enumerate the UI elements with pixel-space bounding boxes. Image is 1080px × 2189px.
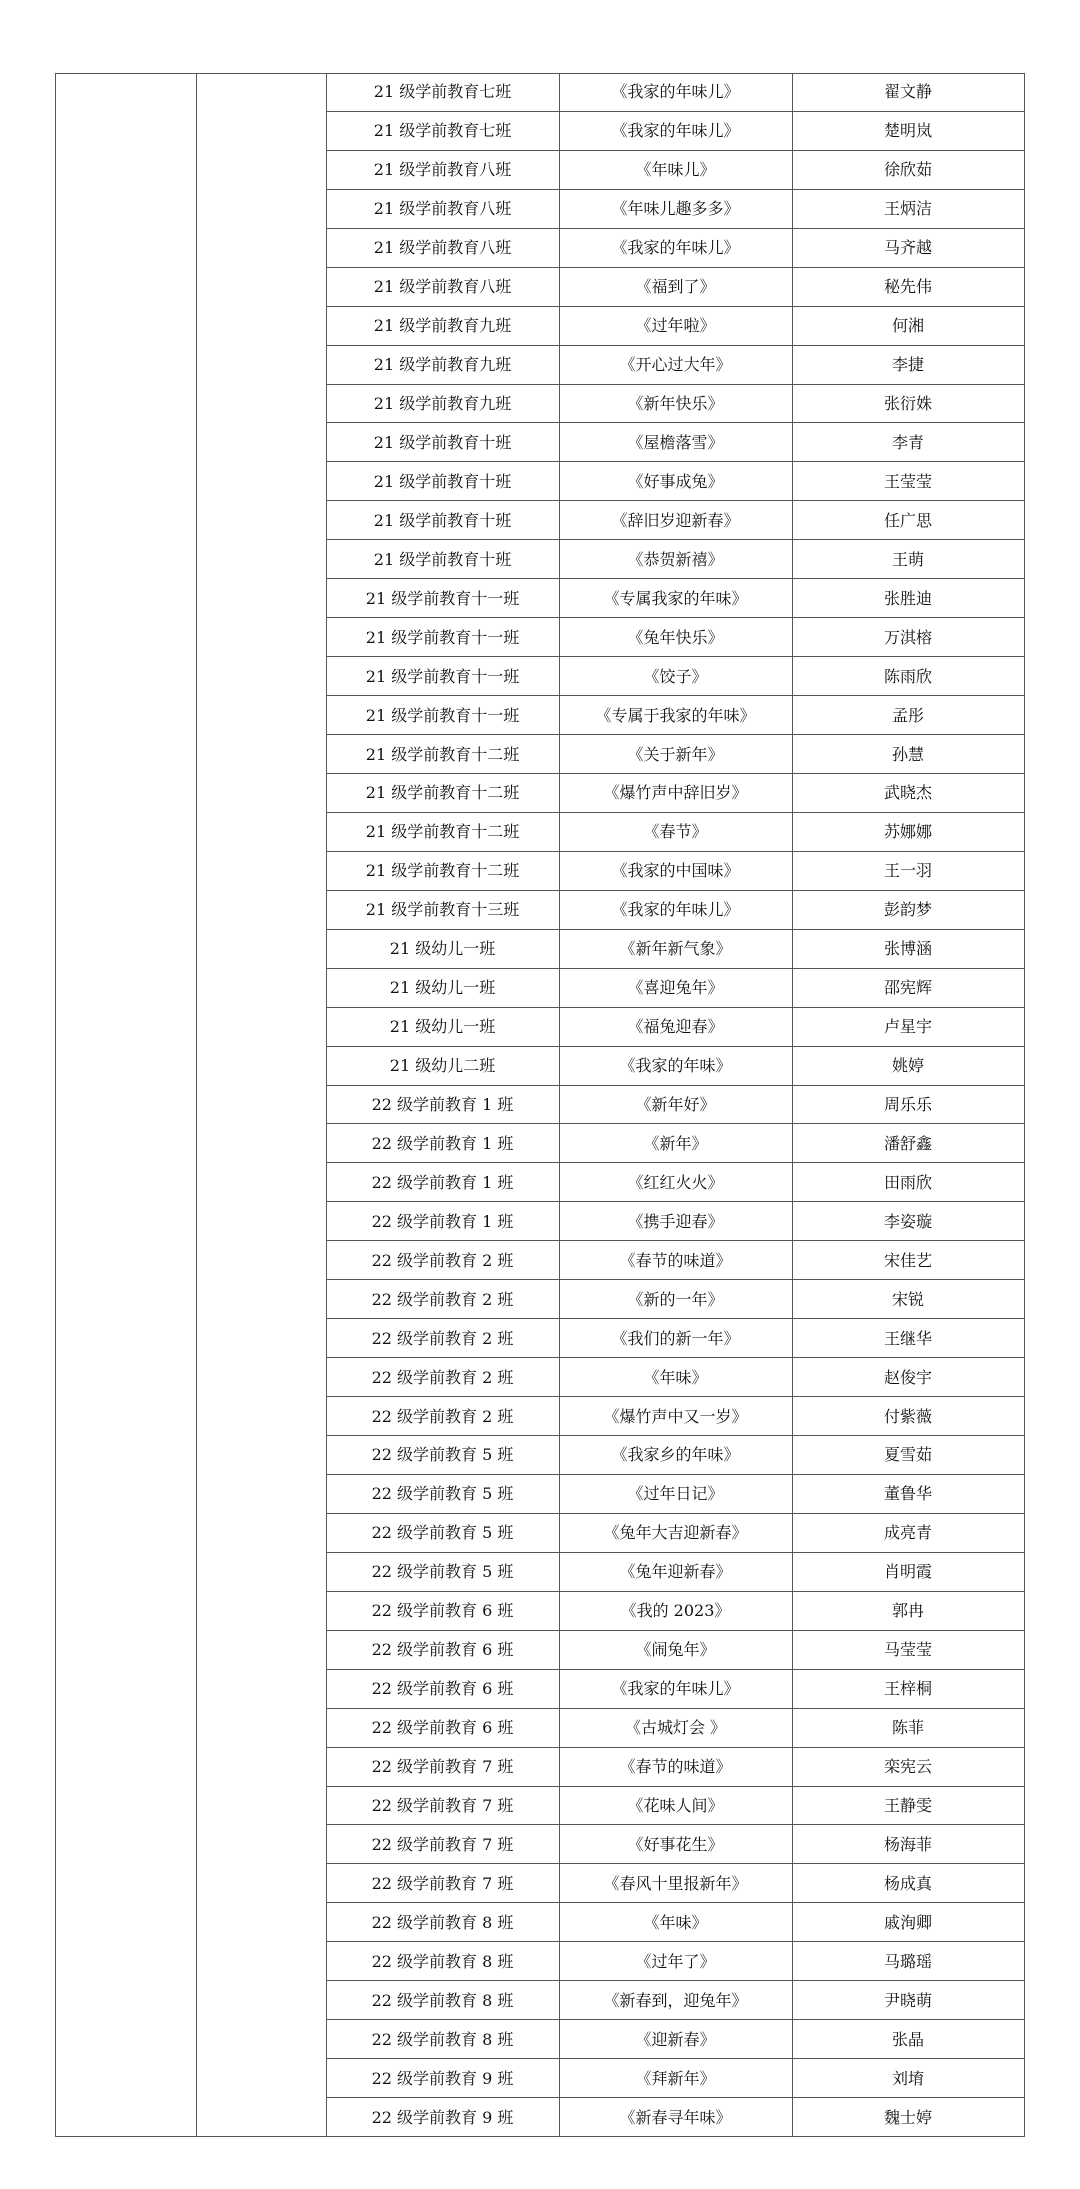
title-cell: 《年味儿》	[635, 160, 716, 180]
class-cell: 21 级学前教育九班	[373, 394, 512, 414]
name-cell: 杨海菲	[883, 1834, 932, 1854]
title-cell: 《春风十里报新年》	[603, 1873, 748, 1893]
name-cell: 张博涵	[883, 939, 932, 959]
title-cell: 《新的一年》	[627, 1289, 724, 1309]
name-cell: 夏雪茹	[883, 1445, 932, 1465]
title-cell: 《恭贺新禧》	[627, 549, 724, 569]
class-cell: 22 级学前教育 5 班	[371, 1445, 514, 1465]
class-cell: 21 级学前教育八班	[373, 238, 512, 258]
title-cell: 《红红火火》	[627, 1172, 724, 1192]
class-cell: 22 级学前教育 5 班	[371, 1484, 514, 1504]
name-cell: 陈雨欣	[883, 666, 932, 686]
title-cell: 《我们的新一年》	[611, 1328, 740, 1348]
name-cell: 徐欣茹	[883, 160, 932, 180]
title-cell: 《爆竹声中辞旧岁》	[603, 783, 748, 803]
class-cell: 22 级学前教育 8 班	[371, 1990, 514, 2010]
class-cell: 21 级学前教育十二班	[365, 822, 520, 842]
name-cell: 赵俊宇	[883, 1367, 932, 1387]
class-cell: 22 级学前教育 5 班	[371, 1523, 514, 1543]
column-divider-1	[196, 73, 197, 2137]
name-cell: 成亮青	[883, 1523, 932, 1543]
title-cell: 《我家的年味儿》	[611, 900, 740, 920]
name-cell: 孟彤	[891, 705, 924, 725]
name-cell: 彭韵梦	[883, 900, 932, 920]
title-cell: 《福到了》	[635, 277, 716, 297]
title-cell: 《专属我家的年味》	[603, 588, 748, 608]
title-cell: 《新春寻年味》	[619, 2107, 732, 2127]
name-cell: 万淇榕	[883, 627, 932, 647]
title-cell: 《我家的年味儿》	[611, 82, 740, 102]
name-cell: 李青	[891, 432, 924, 452]
title-cell: 《关于新年》	[627, 744, 724, 764]
title-cell: 《屋檐落雪》	[627, 432, 724, 452]
class-cell: 21 级学前教育十一班	[365, 666, 520, 686]
title-cell: 《兔年迎新春》	[619, 1562, 732, 1582]
title-cell: 《喜迎兔年》	[627, 978, 724, 998]
name-cell: 苏娜娜	[883, 822, 932, 842]
name-cell: 秘先伟	[883, 277, 932, 297]
name-cell: 宋佳艺	[883, 1250, 932, 1270]
class-cell: 21 级幼儿一班	[389, 939, 496, 959]
class-cell: 22 级学前教育 9 班	[371, 2107, 514, 2127]
title-cell: 《饺子》	[643, 666, 708, 686]
class-cell: 22 级学前教育 9 班	[371, 2068, 514, 2088]
class-cell: 22 级学前教育 6 班	[371, 1679, 514, 1699]
name-cell: 王梓桐	[883, 1679, 932, 1699]
class-cell: 21 级学前教育十班	[373, 471, 512, 491]
name-cell: 潘舒鑫	[883, 1133, 932, 1153]
class-cell: 22 级学前教育 1 班	[371, 1172, 514, 1192]
name-cell: 杨成真	[883, 1873, 932, 1893]
title-cell: 《开心过大年》	[619, 355, 732, 375]
name-cell: 李姿璇	[883, 1211, 932, 1231]
class-cell: 22 级学前教育 2 班	[371, 1367, 514, 1387]
name-cell: 邵宪辉	[883, 978, 932, 998]
title-cell: 《迎新春》	[635, 2029, 716, 2049]
name-cell: 肖明霞	[883, 1562, 932, 1582]
name-cell: 何湘	[891, 316, 924, 336]
title-cell: 《辞旧岁迎新春》	[611, 510, 740, 530]
name-cell: 孙慧	[891, 744, 924, 764]
title-cell: 《闹兔年》	[635, 1640, 716, 1660]
class-cell: 22 级学前教育 6 班	[371, 1601, 514, 1621]
title-cell: 《新年》	[643, 1133, 708, 1153]
class-cell: 22 级学前教育 7 班	[371, 1834, 514, 1854]
name-cell: 王一羽	[883, 861, 932, 881]
title-cell: 《过年啦》	[635, 316, 716, 336]
title-cell: 《拜新年》	[635, 2068, 716, 2088]
name-cell: 马莹莹	[883, 1640, 932, 1660]
class-cell: 21 级学前教育十班	[373, 549, 512, 569]
title-cell: 《我家乡的年味》	[611, 1445, 740, 1465]
title-cell: 《古城灯会 》	[624, 1718, 727, 1738]
class-cell: 22 级学前教育 6 班	[371, 1718, 514, 1738]
class-cell: 21 级学前教育十一班	[365, 588, 520, 608]
class-cell: 21 级学前教育十班	[373, 432, 512, 452]
title-cell: 《过年了》	[635, 1951, 716, 1971]
title-cell: 《我家的年味儿》	[611, 1679, 740, 1699]
name-cell: 付紫薇	[883, 1406, 932, 1426]
title-cell: 《新年新气象》	[619, 939, 732, 959]
name-cell: 武晓杰	[883, 783, 932, 803]
name-cell: 王萌	[891, 549, 924, 569]
class-cell: 21 级学前教育七班	[373, 82, 512, 102]
title-cell: 《爆竹声中又一岁》	[603, 1406, 748, 1426]
class-cell: 21 级学前教育十二班	[365, 744, 520, 764]
class-cell: 21 级学前教育十一班	[365, 627, 520, 647]
class-cell: 21 级学前教育十二班	[365, 783, 520, 803]
class-cell: 22 级学前教育 6 班	[371, 1640, 514, 1660]
name-cell: 王静雯	[883, 1795, 932, 1815]
title-cell: 《春节的味道》	[619, 1757, 732, 1777]
class-cell: 21 级学前教育八班	[373, 199, 512, 219]
class-cell: 21 级学前教育十三班	[365, 900, 520, 920]
name-cell: 李捷	[891, 355, 924, 375]
title-cell: 《好事成兔》	[627, 471, 724, 491]
title-cell: 《专属于我家的年味》	[595, 705, 756, 725]
title-cell: 《福兔迎春》	[627, 1017, 724, 1037]
name-cell: 戚洵卿	[883, 1912, 932, 1932]
title-cell: 《春节的味道》	[619, 1250, 732, 1270]
name-cell: 宋锐	[891, 1289, 924, 1309]
class-cell: 22 级学前教育 2 班	[371, 1250, 514, 1270]
title-cell: 《我家的年味儿》	[611, 238, 740, 258]
title-cell: 《携手迎春》	[627, 1211, 724, 1231]
title-cell: 《我家的年味儿》	[611, 121, 740, 141]
title-cell: 《我家的中国味》	[611, 861, 740, 881]
title-cell: 《春节》	[643, 822, 708, 842]
class-cell: 21 级幼儿一班	[389, 1017, 496, 1037]
name-cell: 刘堉	[891, 2068, 924, 2088]
class-cell: 22 级学前教育 7 班	[371, 1757, 514, 1777]
name-cell: 田雨欣	[883, 1172, 932, 1192]
class-cell: 21 级学前教育十班	[373, 510, 512, 530]
name-cell: 魏士婷	[883, 2107, 932, 2127]
award-table	[55, 73, 1025, 2137]
class-cell: 21 级学前教育七班	[373, 121, 512, 141]
name-cell: 张晶	[891, 2029, 924, 2049]
title-cell: 《年味》	[643, 1912, 708, 1932]
name-cell: 尹晓萌	[883, 1990, 932, 2010]
class-cell: 21 级幼儿一班	[389, 978, 496, 998]
name-cell: 栾宪云	[883, 1757, 932, 1777]
title-cell: 《花味人间》	[627, 1795, 724, 1815]
name-cell: 楚明岚	[883, 121, 932, 141]
class-cell: 21 级学前教育十二班	[365, 861, 520, 881]
name-cell: 陈菲	[891, 1718, 924, 1738]
class-cell: 22 级学前教育 8 班	[371, 2029, 514, 2049]
class-cell: 22 级学前教育 2 班	[371, 1289, 514, 1309]
class-cell: 22 级学前教育 2 班	[371, 1328, 514, 1348]
title-cell: 《兔年快乐》	[627, 627, 724, 647]
title-cell: 《年味儿趣多多》	[611, 199, 740, 219]
class-cell: 22 级学前教育 1 班	[371, 1211, 514, 1231]
name-cell: 董鲁华	[883, 1484, 932, 1504]
title-cell: 《兔年大吉迎新春》	[603, 1523, 748, 1543]
name-cell: 张胜迪	[883, 588, 932, 608]
name-cell: 郭冉	[891, 1601, 924, 1621]
name-cell: 王莹莹	[883, 471, 932, 491]
class-cell: 21 级学前教育八班	[373, 160, 512, 180]
table-border-left	[55, 73, 56, 2137]
name-cell: 翟文静	[883, 82, 932, 102]
title-cell: 《好事花生》	[627, 1834, 724, 1854]
name-cell: 马璐瑶	[883, 1951, 932, 1971]
title-cell: 《我家的年味》	[619, 1056, 732, 1076]
title-cell: 《过年日记》	[627, 1484, 724, 1504]
class-cell: 22 级学前教育 7 班	[371, 1795, 514, 1815]
title-cell: 《新年好》	[635, 1094, 716, 1114]
title-cell: 《新春到，迎兔年》	[603, 1990, 748, 2010]
title-cell: 《新年快乐》	[627, 394, 724, 414]
class-cell: 22 级学前教育 7 班	[371, 1873, 514, 1893]
title-cell: 《年味》	[643, 1367, 708, 1387]
name-cell: 马齐越	[883, 238, 932, 258]
name-cell: 王继华	[883, 1328, 932, 1348]
class-cell: 22 级学前教育 8 班	[371, 1951, 514, 1971]
class-cell: 21 级学前教育十一班	[365, 705, 520, 725]
class-cell: 22 级学前教育 8 班	[371, 1912, 514, 1932]
class-cell: 21 级幼儿二班	[389, 1056, 496, 1076]
class-cell: 21 级学前教育九班	[373, 355, 512, 375]
name-cell: 姚婷	[891, 1056, 924, 1076]
class-cell: 22 级学前教育 1 班	[371, 1094, 514, 1114]
name-cell: 周乐乐	[883, 1094, 932, 1114]
class-cell: 22 级学前教育 5 班	[371, 1562, 514, 1582]
class-cell: 21 级学前教育八班	[373, 277, 512, 297]
class-cell: 22 级学前教育 1 班	[371, 1133, 514, 1153]
name-cell: 任广思	[883, 510, 932, 530]
class-cell: 21 级学前教育九班	[373, 316, 512, 336]
class-cell: 22 级学前教育 2 班	[371, 1406, 514, 1426]
title-cell: 《我的 2023》	[620, 1601, 731, 1621]
name-cell: 张衍姝	[883, 394, 932, 414]
name-cell: 王炳洁	[883, 199, 932, 219]
name-cell: 卢星宇	[883, 1017, 932, 1037]
